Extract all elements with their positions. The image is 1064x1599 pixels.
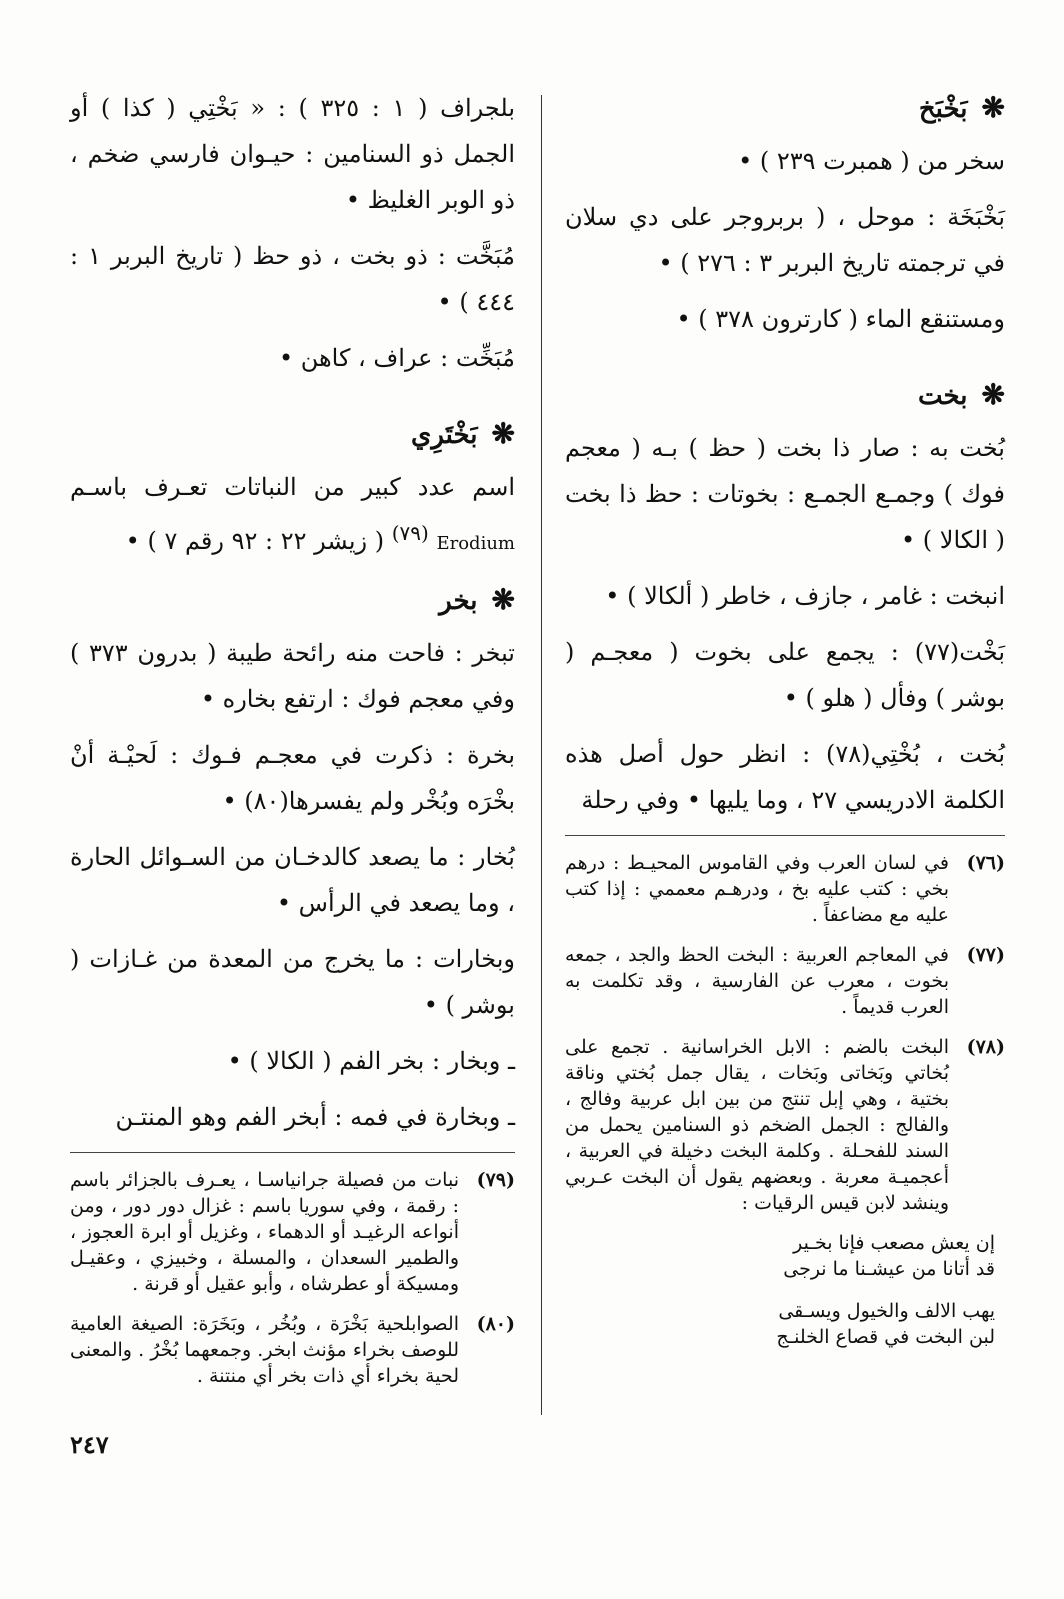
definition-line: انبخت : غامر ، جازف ، خاطر ( ألكالا ) • [605, 582, 1005, 610]
definition-line: تبخر : فاحت منه رائحة طيبة ( بدرون ٣٧٣ ) وفي معجم فوك : ارتفع بخاره • [70, 639, 515, 713]
definition-line: ومستنقع الماء ( كارترون ٣٧٨ ) • [676, 305, 1005, 333]
footnote-text: في المعاجم العربية : البخت الحظ والجد ، جمعه بخوت ، معرب عن الفارسية ، وقد تكلمت به العرب قديماً . [565, 944, 949, 1018]
footnote-number: (٨٠) [476, 1313, 515, 1335]
verse-hemistich: لبن البخت في قصاع الخلنـج [776, 1326, 995, 1348]
footnote-text: في لسان العرب وفي القاموس المحيـط : درهم بخي : كتب عليه بخ ، ودرهـم معممي : إذا كتب عليه مع مضاعفاً . [565, 852, 949, 926]
headword-text: بَخْبَخ [918, 94, 968, 124]
poem-verse [565, 1298, 995, 1350]
definition-line: ـ وبخار : بخر الفم ( الكالا ) • [227, 1047, 515, 1075]
footnote-divider [70, 1152, 515, 1153]
entry-continuation [70, 85, 515, 381]
footnote-text: البخت بالضم : الابل الخراسانية . تجمع على بُخاتي وبَخاتى وبَخات ، يقال جمل بُختي وناقة بختية ، وهي إبل تنتج من بين ابل عربية وفالج ، والفالج : الجمل الضخم ذو السنامين يحمل من السند للفحـلة . وكلمة البخت دخيلة في العربية ، أعجميـة معربة . وبعضهم يقول أن البخت عـربي وينشد لابن قيس الرقيات : [565, 1036, 949, 1214]
asterism-icon: ❋ [491, 583, 515, 616]
footnote-ref: (٧٩) [391, 521, 429, 545]
latin-term: Erodium [436, 533, 515, 554]
definition-line: بَخْت(٧٧) : يجمع على بخوت ( معجـم ( بوشر ) وفأل ( هلو ) • [565, 638, 1005, 712]
definition-line: بلجراف ( ١ : ٣٢٥ ) : « بَخْتِي ( كذا ) أو الجمل ذو السنامين : حيـوان فارسي ضخم ، ذو الوبر الغليظ • [70, 94, 516, 214]
definition-line: بخرة : ذكرت في معجـم فـوك : لَحيْـة أنْ بخْرَه وبُخْر ولم يفسرها(٨٠) • [70, 741, 515, 815]
definition-text: اسم عدد كبير من النباتات تعـرف باسـم [70, 473, 515, 501]
footnote-number: (٧٩) [476, 1169, 515, 1191]
headword-text: بخر [439, 586, 478, 616]
footnote-number: (٧٦) [966, 852, 1005, 874]
entry-bakht [565, 372, 1005, 823]
page-number: ٢٤٧ [70, 1430, 109, 1459]
footnote-divider [565, 835, 1005, 836]
footnote [70, 1311, 515, 1389]
definition-line [70, 464, 515, 567]
citation: ( زيشر ٢٢ : ٩٢ رقم ٧ ) • [125, 527, 385, 555]
poem-verse [565, 1230, 995, 1282]
definition-line: وبخارات : ما يخرج من المعدة من غـازات ( بوشر ) • [70, 945, 515, 1019]
entry-bakhar [70, 577, 515, 1140]
footnote [565, 1034, 1005, 1216]
left-column [70, 85, 515, 1403]
definition-line: سخر من ( همبرت ٢٣٩ ) • [738, 147, 1005, 175]
right-column [565, 85, 1005, 1366]
headword [565, 372, 1005, 419]
definition-line: بُخت به : صار ذا بخت ( حظ ) بـه ( معجم فوك ) وجمـع الجمـع : بخوتات : حظ ذا بخت ( الكالا ) • [565, 434, 1005, 554]
asterism-icon: ❋ [981, 378, 1005, 411]
headword-text: بخت [917, 381, 968, 411]
definition-line: بُخار : ما يصعد كالدخـان من السـوائل الحارة ، وما يصعد في الرأس • [70, 843, 515, 917]
definition-line: مُبَخِّت : عراف ، كاهن • [278, 344, 515, 372]
verse-hemistich: إن يعش مصعب فإنا بخـير [793, 1232, 995, 1254]
asterism-icon: ❋ [981, 91, 1005, 124]
definition-line: ـ وبخارة في فمه : أبخر الفم وهو المنتـن [115, 1103, 515, 1131]
footnote [565, 942, 1005, 1020]
verse-hemistich: يهب الالف والخيول ويسـقى [778, 1300, 995, 1322]
headword [70, 577, 515, 624]
verse-hemistich: قد أتانا من عيشـنا ما نرجى [783, 1258, 995, 1280]
headword-text: بَخْتَرِي [410, 420, 478, 450]
headword [70, 411, 515, 458]
asterism-icon: ❋ [491, 417, 515, 450]
footnote [565, 850, 1005, 928]
footnote-number: (٧٨) [966, 1036, 1005, 1058]
footnote-number: (٧٧) [966, 944, 1005, 966]
entry-bakhbakh [565, 85, 1005, 342]
footnote-text: الصوابلحية بَخْرَة ، وبُخُر ، وبَخَرَة: الصيغة العامية للوصف بخراء مؤنث ابخر. وجمعهما بُخْرُ . والمعنى لحية بخراء أي ذات بخر أي منتنة . [70, 1313, 459, 1387]
entry-bakhtari [70, 411, 515, 567]
footnote-text: نبات من فصيلة جرانياسـا ، يعـرف بالجزائر باسم : رقمة ، وفي سوريا باسم : غزال دور دور ، ومن أنواعه الرغيـد أو الدهماء ، وغزيل أو ابرة العجوز ، والطمير السعدان ، والمسلة ، وخبيزي ، وعقيـل ومسيكة أو عطرشاه ، وأبو عقيل أو قرنة . [70, 1169, 459, 1295]
column-divider [541, 95, 542, 1415]
definition-line: مُبَخَّت : ذو بخت ، ذو حظ ( تاريخ البربر ١ : ٤٤٤ ) • [70, 242, 515, 316]
footnote [70, 1167, 515, 1297]
headword [565, 85, 1005, 132]
poem [565, 1230, 1005, 1350]
definition-line: بُخت ، بُخْتِي(٧٨) : انظر حول أصل هذه الكلمة الادريسي ٢٧ ، وما يليها • وفي رحلة [565, 740, 1005, 814]
definition-line: بَخْبَخَة : موحل ، ( بربروجر على دي سلان في ترجمته تاريخ البربر ٣ : ٢٧٦ ) • [565, 203, 1005, 277]
